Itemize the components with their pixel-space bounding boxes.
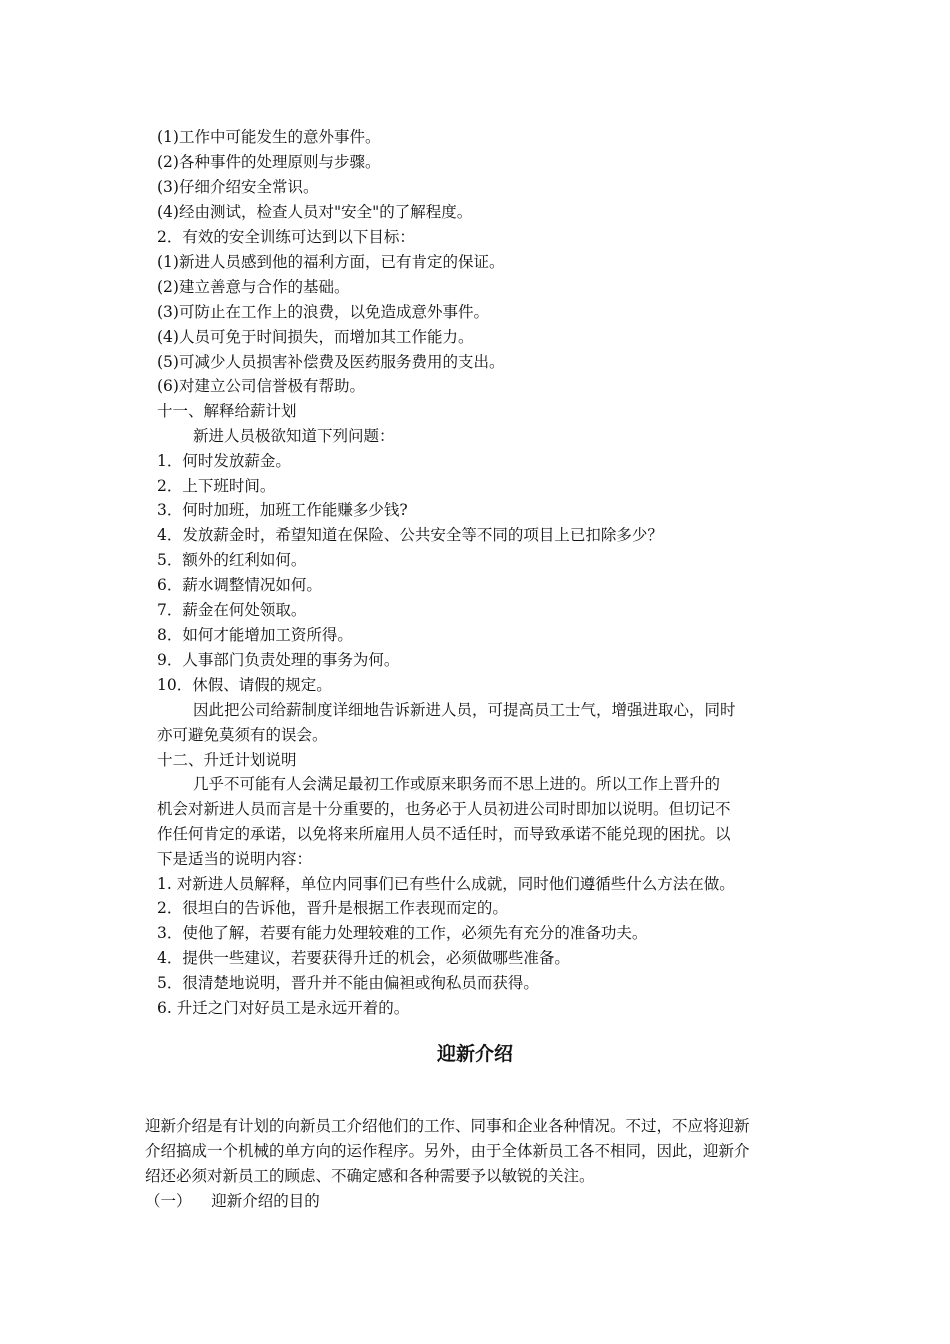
paragraph-line: 绍还必须对新员工的顾虑、不确定感和各种需要予以敏锐的关注。: [145, 1167, 595, 1185]
list-item: (5)可减少人员损害补偿费及医药服务费用的支出。: [157, 353, 505, 371]
paragraph-line: 亦可避免莫须有的误会。: [157, 726, 328, 744]
list-item: (3)可防止在工作上的浪费，以免造成意外事件。: [157, 303, 489, 321]
list-item: 5．额外的红利如何。: [157, 551, 307, 569]
list-item: 9．人事部门负责处理的事务为何。: [157, 651, 400, 669]
list-item: 4．发放薪金时，希望知道在保险、公共安全等不同的项目上已扣除多少？: [157, 526, 663, 544]
list-item: 5．很清楚地说明，晋升并不能由偏袒或徇私员而获得。: [157, 974, 539, 992]
list-item: 1. 对新进人员解释，单位内同事们已有些什么成就，同时他们遵循些什么方法在做。: [157, 875, 735, 893]
list-item: (6)对建立公司信誉极有帮助。: [157, 377, 365, 395]
section-heading: 十一、解释给薪计划: [157, 402, 297, 420]
list-item: (3)仔细介绍安全常识。: [157, 178, 319, 196]
list-item: 10．休假、请假的规定。: [157, 676, 332, 694]
list-item: (4)人员可免于时间损失，而增加其工作能力。: [157, 328, 474, 346]
paragraph-line: 下是适当的说明内容：: [157, 850, 313, 868]
list-item: 3．使他了解，若要有能力处理较难的工作，必须先有充分的准备功夫。: [157, 924, 648, 942]
paragraph-line: 介绍搞成一个机械的单方向的运作程序。另外，由于全体新员工各不相同，因此，迎新介: [145, 1142, 750, 1160]
list-item: (2)各种事件的处理原则与步骤。: [157, 153, 381, 171]
list-item: 7．薪金在何处领取。: [157, 601, 307, 619]
list-item: 8．如何才能增加工资所得。: [157, 626, 353, 644]
list-item: (4)经由测试，检查人员对"安全"的了解程度。: [157, 203, 473, 221]
list-item: 2．很坦白的告诉他，晋升是根据工作表现而定的。: [157, 899, 508, 917]
list-item: (2)建立善意与合作的基础。: [157, 278, 350, 296]
list-item: (1)工作中可能发生的意外事件。: [157, 128, 381, 146]
list-item: 1．何时发放薪金。: [157, 452, 291, 470]
section-subheading: （一） 迎新介绍的目的: [145, 1192, 320, 1210]
list-item: 4．提供一些建议，若要获得升迁的机会，必须做哪些准备。: [157, 949, 570, 967]
paragraph-line: 机会对新进人员而言是十分重要的，也务必于人员初进公司时即加以说明。但切记不: [157, 800, 731, 818]
list-item: 2．上下班时间。: [157, 477, 276, 495]
list-item: 6. 升迁之门对好员工是永远开着的。: [157, 999, 410, 1017]
section-heading: 十二、升迁计划说明: [157, 751, 297, 769]
page-title: 迎新介绍: [436, 1043, 513, 1065]
paragraph-line: 几乎不可能有人会满足最初工作或原来职务而不思上进的。所以工作上晋升的: [193, 775, 721, 793]
list-item: 2．有效的安全训练可达到以下目标：: [157, 228, 415, 246]
list-item: 6．薪水调整情况如何。: [157, 576, 322, 594]
paragraph-line: 新进人员极欲知道下列问题：: [193, 427, 395, 445]
list-item: 3．何时加班，加班工作能赚多少钱?: [157, 501, 408, 519]
paragraph-line: 作任何肯定的承诺，以免将来所雇用人员不适任时，而导致承诺不能兑现的困扰。以: [157, 825, 731, 843]
list-item: (1)新进人员感到他的福利方面，已有肯定的保证。: [157, 253, 505, 271]
paragraph-line: 迎新介绍是有计划的向新员工介绍他们的工作、同事和企业各种情况。不过，不应将迎新: [145, 1117, 750, 1135]
paragraph-line: 因此把公司给薪制度详细地告诉新进人员，可提高员工士气，增强进取心，同时: [193, 701, 736, 719]
